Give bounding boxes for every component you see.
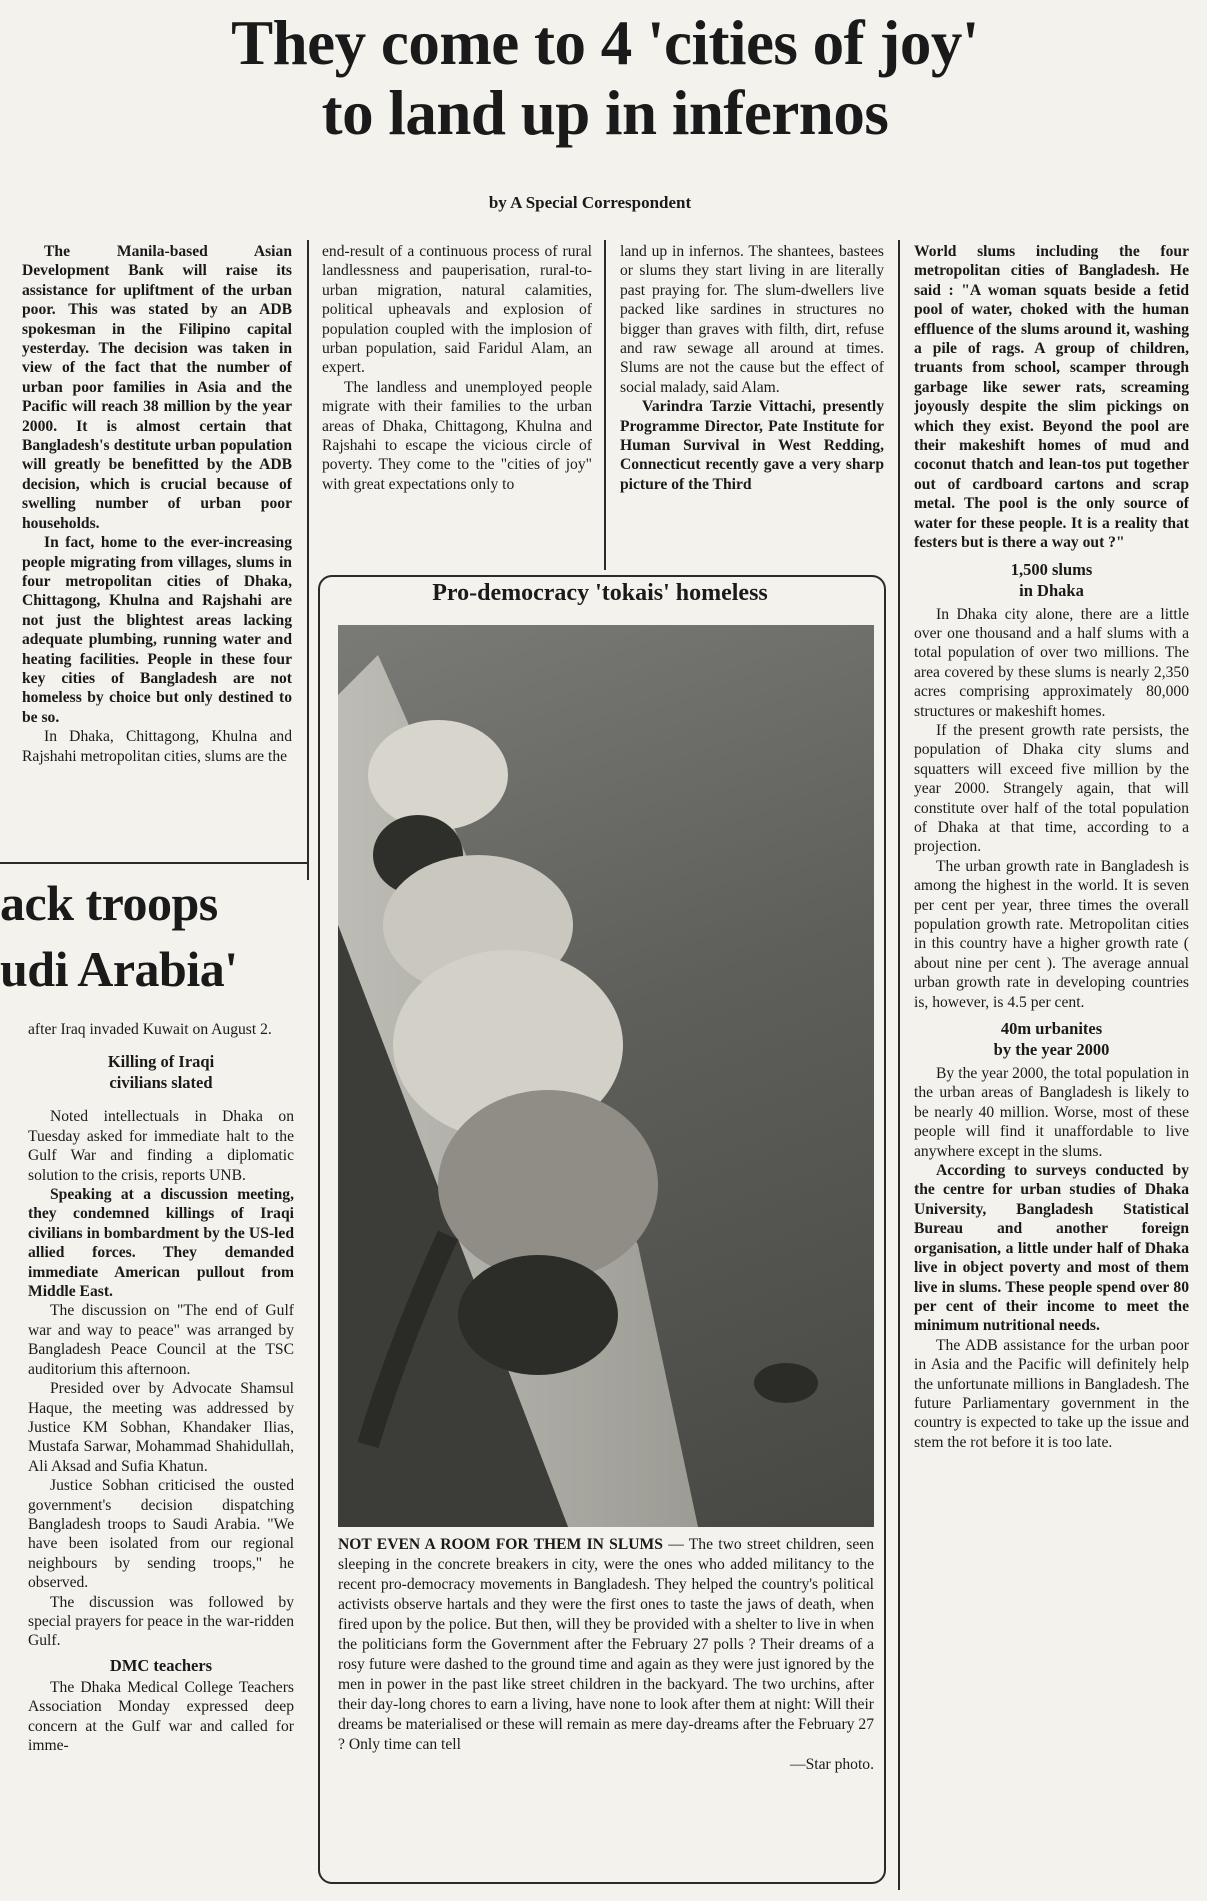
byline: by A Special Correspondent — [488, 193, 692, 212]
paragraph: In fact, home to the ever-increasing people migrating from villages, slums in four metropolitan cities of Dhaka, Chittagong, Khulna and Rajshahi are not just the blightest areas lacking adequate plumbing, running water and heating facilities. People in these four key cities of Bangladesh are not homeless by choice but only destined to be so. — [22, 534, 292, 726]
photo-title: Pro-democracy 'tokais' homeless — [432, 580, 768, 606]
photo-illustration — [338, 625, 874, 1527]
paragraph: after Iraq invaded Kuwait on August 2. — [28, 1021, 272, 1038]
side-headline-line-2: udi Arabia' — [0, 941, 238, 997]
paragraph: land up in infernos. The shantees, bastees or slums they start living in are literally past praying for. The slum-dwellers live packed like sardines in structures no bigger than graves with filth, dirt, refuse and raw sewage all around at times. Slums are not the cause but the effect of social malady, said Alam. — [620, 243, 884, 396]
headline-line-1: They come to 4 'cities of joy' — [231, 8, 979, 78]
paragraph: In Dhaka city alone, there are a little over one thousand and a half slums with a total population of over two millions. The area covered by these slums is nearly 2,350 acres comprising approximately 80,000 structures or makeshift homes. — [914, 605, 1189, 720]
article-headline — [10, 8, 1200, 148]
paragraph: Justice Sobhan criticised the ousted government's decision dispatching Bangladesh troops to Saudi Arabia. "We have been isolated from our regional neighbours by sending troops," he observed. — [28, 1477, 294, 1592]
subhead-line: 40m urbanites — [1000, 1019, 1103, 1039]
headline-line-2: to land up in infernos — [321, 78, 889, 148]
paragraph: The Dhaka Medical College Teachers Association Monday expressed deep concern at the Gulf war and called for imme- — [28, 1678, 294, 1754]
side-story-headline — [0, 870, 306, 1010]
paragraph: If the present growth rate persists, the population of Dhaka city slums and squatters will exceed five million by the year 2000. Strangely again, that will constitute over half of the total population of Dhaka at that time, according to a projection. — [914, 721, 1189, 856]
paragraph: Noted intellectuals in Dhaka on Tuesday asked for immediate halt to the Gulf War and finding a diplomatic solution to the crisis, reports UNB. — [28, 1108, 294, 1184]
side-story-rule — [0, 862, 308, 864]
paragraph: Speaking at a discussion meeting, they condemned killings of Iraqi civilians in bombardment by the US-led allied forces. They demanded immediate American pullout from Middle East. — [28, 1186, 294, 1301]
side-headline-line-1: ack troops — [0, 875, 218, 931]
subhead-line: civilians slated — [109, 1073, 213, 1093]
paragraph: The ADB assistance for the urban poor in Asia and the Pacific will definitely help the unfortunate millions in Bangladesh. The future Parliamentary government in the country is expected to take up the issue and stem the rot before it is too late. — [914, 1336, 1189, 1451]
column-rule — [898, 240, 900, 1890]
caption-body: — The two street children, seen sleeping in the concrete breakers in city, were the ones who added militancy to the recent pro-democracy movements in Bangladesh. They helped the country's political activists observe hartals and they were the first ones to taste the jaws of death, when fired upon by the police. But then, will they be provided with a shelter to live in when the politicians form the Government after the February 27 polls ? Their dreams of a rosy future were dashed to the ground time and again as they were just ignored by the men in power in the past like street children in the backyard. The two urchins, after their day-long chores to earn a living, have none to look after them at night: Will their dreams be materialised or these will remain as mere day-dreams after the February 27 ? Only time can tell — [338, 1536, 874, 1753]
photo-caption — [338, 1535, 874, 1775]
paragraph: World slums including the four metropolitan cities of Bangladesh. He said : "A woman squats beside a fetid pool of water, choked with the human effluence of the slums around it, washing a pile of rags. A group of children, truants from school, scamper through garbage like sewer rats, screaming joyously despite the slim pickings on which they exist. Beyond the pool are their makeshift homes of mud and coconut thatch and lean-tos put together out of cardboard cartons and scrap metal. The pool is the only source of water for these people. It is a reality that festers but is there a way out ?" — [914, 243, 1189, 552]
subhead-line: by the year 2000 — [993, 1040, 1110, 1060]
paragraph: end-result of a continuous process of rural landlessness and pauperisation, rural-to-urban migration, natural calamities, political upheavals and explosion of population coupled with the implosion of urban population, said Faridul Alam, an expert. — [322, 243, 592, 377]
subhead-1500-slums — [914, 559, 1189, 601]
subhead-line: 1,500 slums — [1010, 559, 1093, 579]
paragraph: In Dhaka, Chittagong, Khulna and Rajshahi metropolitan cities, slums are the — [22, 728, 292, 765]
paragraph: Presided over by Advocate Shamsul Haque, the meeting was addressed by Justice KM Sobhan, Khandaker Ilias, Mustafa Sarwar, Mohammad Shahidullah, Ali Aksad and Sufia Khatun. — [28, 1380, 294, 1475]
article-column-4 — [914, 242, 1189, 1882]
paragraph: The urban growth rate in Bangladesh is among the highest in the world. It is seven per cent per year, three times the overall population growth rate. Metropolitan cities in this country have a higher growth rate ( about nine per cent ). The average annual urban growth rate in developing countries is, however, is 4.5 per cent. — [914, 857, 1189, 1011]
column-rule — [604, 240, 606, 570]
subhead-line: Killing of Iraqi — [107, 1052, 215, 1072]
paragraph: The discussion on "The end of Gulf war and way to peace" was arranged by Bangladesh Peace Council at the TSC auditorium this afternoon. — [28, 1302, 294, 1378]
subhead-killing — [28, 1051, 294, 1093]
subhead-line: in Dhaka — [1019, 580, 1084, 600]
paragraph: Varindra Tarzie Vittachi, presently Programme Director, Pate Institute for Human Survival in West Redding, Connecticut recently gave a very sharp picture of the Third — [620, 398, 884, 493]
article-column-1 — [22, 242, 292, 854]
side-story-body — [28, 1020, 294, 1882]
paragraph: The landless and unemployed people migrate with their families to the urban areas of Dhaka, Chittagong, Khulna and Rajshahi to escape the vicious circle of poverty. They come to the "cities of joy" with great expectations only to — [322, 378, 592, 493]
article-column-2 — [322, 242, 592, 567]
article-column-3 — [620, 242, 884, 567]
column-rule — [307, 240, 309, 880]
paragraph: By the year 2000, the total population in the urban areas of Bangladesh is likely to be nearly 40 million. Worse, most of these people will find it unaffordable to live anywhere except in the slums. — [914, 1065, 1189, 1160]
paragraph: The Manila-based Asian Development Bank will raise its assistance for upliftment of the urban poor. This was stated by an ADB spokesman in the Filipino capital yesterday. The decision was taken in view of the fact that the number of urban poor families in Asia and the Pacific will reach 38 million by the year 2000. It is almost certain that Bangladesh's destitute urban population will greatly be benefitted by the ADB decision, which is crucial because of swelling number of urban poor households. — [22, 243, 292, 532]
street-children-photo — [338, 625, 874, 1527]
subhead-40m-urbanites — [914, 1018, 1189, 1060]
photo-credit: —Star photo. — [789, 1756, 874, 1773]
paragraph: The discussion was followed by special prayers for peace in the war-ridden Gulf. — [28, 1593, 294, 1650]
paragraph: According to surveys conducted by the centre for urban studies of Dhaka University, Bangladesh Statistical Bureau and another foreign organisation, a little under half of Dhaka live in object poverty and most of them live in slums. These people spend over 80 per cent of their income to meet the minimum nutritional needs. — [914, 1162, 1189, 1335]
subhead-dmc: DMC teachers — [109, 1655, 213, 1675]
caption-lead: NOT EVEN A ROOM FOR THEM IN SLUMS — [338, 1536, 663, 1553]
